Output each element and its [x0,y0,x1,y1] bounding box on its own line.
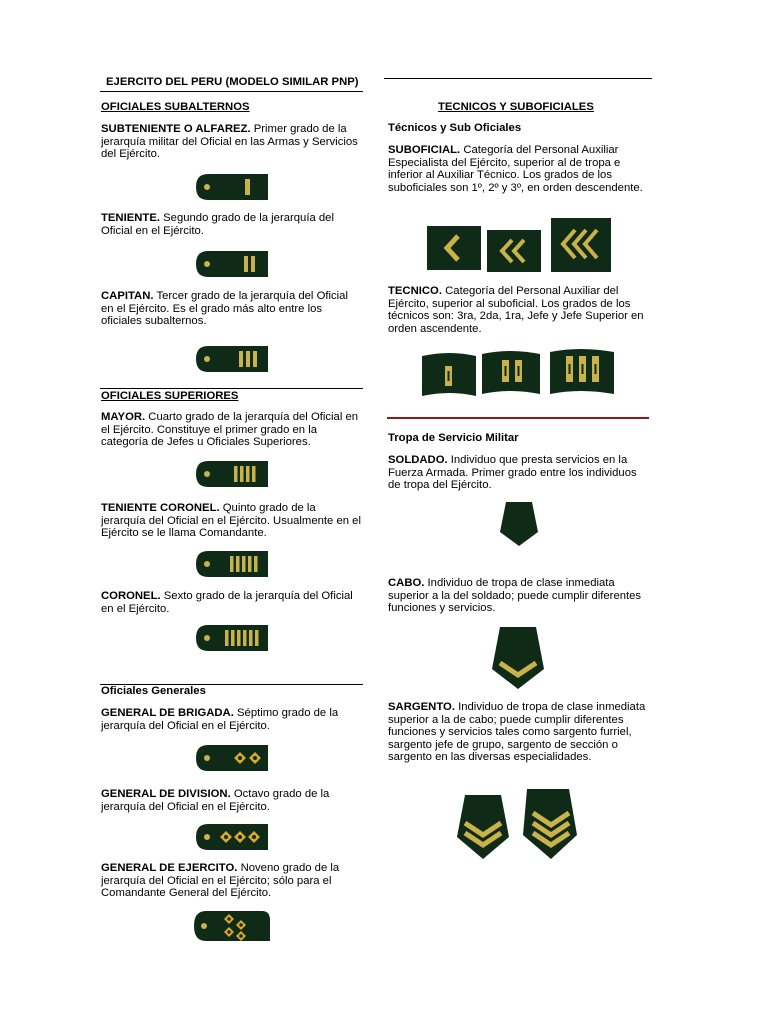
sargento-desc: Individuo de tropa de clase inmediata superior a la de cabo; puede cumplir diferentes funciones y servicios tales como sargento furriel, sargento jefe de grupo, sargento de sección o sargento en las diversas especialidades. [388,701,646,764]
tecnico-desc: Categoría del Personal Auxiliar del Ejército, superior al suboficial. Los grados de los técnicos son: 3ra, 2da, 1ra, Jefe y Jefe Superior en orden ascendente. [388,285,644,335]
general-division-text [101,788,363,813]
mayor-text [101,411,363,449]
soldado-insignia [498,500,540,548]
tecnico-insignias [420,346,616,398]
general-division-name: GENERAL DE DIVISION. [101,788,231,800]
coronel-text [101,590,363,615]
general-division-insignia [194,821,270,853]
subteniente-text [101,123,363,161]
subheading-tropa: Tropa de Servicio Militar [388,432,519,444]
teniente-desc: Segundo grado de la jerarquía del Oficial en el Ejército. [101,212,334,237]
suboficial-name: SUBOFICIAL. [388,144,461,156]
general-brigada-text [101,707,363,732]
cabo-desc: Individuo de tropa de clase inmediata superior a la del soldado; puede cumplir diferentes funciones y servicios. [388,577,642,615]
coronel-name: CORONEL. [101,590,161,602]
coronel-desc: Sexto grado de la jerarquía del Oficial en el Ejército. [101,590,353,615]
general-brigada-insignia [194,742,270,774]
red-separator [387,417,649,419]
suboficial-insignias [425,216,615,274]
capitan-desc: Tercer grado de la jerarquía del Oficial en el Ejército. Es el grado más alto entre los oficiales subalternos. [101,290,348,328]
tecnico-text [388,285,650,335]
section-oficiales-subalternos: OFICIALES SUBALTERNOS [101,101,250,113]
mayor-name: MAYOR. [101,411,146,423]
section-oficiales-superiores: OFICIALES SUPERIORES [101,390,239,402]
subheading-tecnicos: Técnicos y Sub Oficiales [388,122,522,134]
teniente-name: TENIENTE. [101,212,160,224]
suboficial-text [388,144,650,194]
subteniente-name: SUBTENIENTE O ALFAREZ. [101,123,251,135]
subteniente-insignia [194,171,270,203]
teniente-coronel-insignia [194,548,270,580]
general-ejercito-insignia [192,908,272,944]
general-ejercito-name: GENERAL DE EJERCITO. [101,862,238,874]
capitan-name: CAPITAN. [101,290,154,302]
soldado-desc: Individuo que presta servicios en la Fuerza Armada. Primer grado entre los individuos de tropa del Ejército. [388,454,637,492]
sargento-text [388,701,650,764]
teniente-text [101,212,363,237]
suboficial-desc: Categoría del Personal Auxiliar Especialista del Ejército, superior al de tropa e inferior al Auxiliar Técnico. Los grados de los suboficiales son 1º, 2º y 3º, en orden descendente. [388,144,643,194]
mayor-insignia [194,458,270,490]
general-division-desc: Octavo grado de la jerarquía del Oficial en el Ejército. [101,788,330,813]
teniente-coronel-name: TENIENTE CORONEL. [101,502,220,514]
capitan-insignia [194,343,270,375]
right-top-rule [384,78,652,79]
mayor-desc: Cuarto grado de la jerarquía del Oficial en el Ejército. Constituye el primer grado en la categoría de Jefes u Oficiales Superiores. [101,411,359,449]
subteniente-desc: Primer grado de la jerarquía militar del Oficial en las Armas y Servicios del Ejército. [101,123,358,161]
cabo-text [388,577,650,615]
general-brigada-desc: Séptimo grado de la jerarquía del Oficial en el Ejército. [101,707,339,732]
teniente-insignia [194,248,270,280]
section-tecnicos-suboficiales: TECNICOS Y SUBOFICIALES [438,101,594,113]
teniente-coronel-text [101,502,363,540]
rule-superiores [100,388,363,389]
general-ejercito-text [101,862,363,900]
sargento-insignias [455,787,581,863]
sargento-name: SARGENTO. [388,701,455,713]
coronel-insignia [194,622,270,654]
capitan-text [101,290,363,328]
soldado-text [388,454,650,492]
tecnico-name: TECNICO. [388,285,442,297]
teniente-coronel-desc: Quinto grado de la jerarquía del Oficial en el Ejército. Usualmente en el Ejército se le llama Comandante. [101,502,361,540]
general-ejercito-desc: Noveno grado de la jerarquía del Oficial en el Ejército; sólo para el Comandante General del Ejército. [101,862,340,900]
soldado-name: SOLDADO. [388,454,448,466]
section-oficiales-generales: Oficiales Generales [101,685,206,697]
page-title: EJERCITO DEL PERU (MODELO SIMILAR PNP) [106,76,359,88]
cabo-name: CABO. [388,577,425,589]
general-brigada-name: GENERAL DE BRIGADA. [101,707,234,719]
title-underline [100,91,363,92]
cabo-insignia [490,625,546,691]
